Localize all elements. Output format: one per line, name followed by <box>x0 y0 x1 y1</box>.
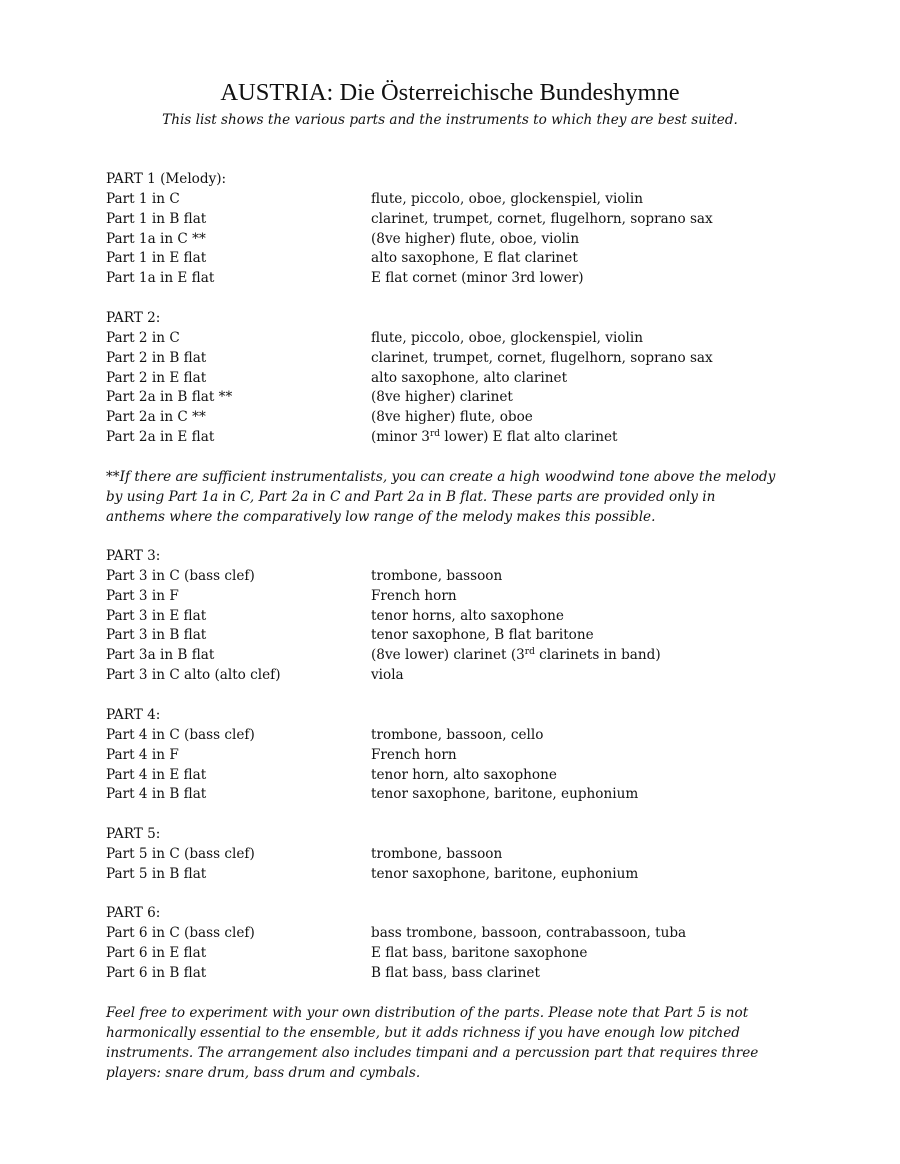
instrument-list: E flat bass, baritone saxophone <box>371 944 588 961</box>
part-row <box>106 587 806 607</box>
instrument-list <box>371 646 806 666</box>
instrument-list: viola <box>371 667 404 684</box>
part-label: Part 3a in B flat <box>106 647 215 664</box>
part-label: Part 1 in C <box>106 190 180 207</box>
part-row <box>106 607 806 627</box>
instrument-list: trombone, bassoon <box>371 567 503 584</box>
part-label: Part 4 in E flat <box>106 766 207 783</box>
part-row <box>106 567 806 587</box>
part-row <box>106 746 806 766</box>
instrument-list: E flat cornet (minor 3rd lower) <box>371 270 584 287</box>
part-label: Part 4 in B flat <box>106 786 207 803</box>
part-label: Part 6 in B flat <box>106 964 207 981</box>
part-label: Part 3 in C (bass clef) <box>106 567 255 584</box>
instrument-list: alto saxophone, E flat clarinet <box>371 250 578 267</box>
part-row <box>106 924 806 944</box>
part-row <box>106 349 806 369</box>
part-row <box>106 190 806 210</box>
part-row <box>106 210 806 230</box>
instrument-list: B flat bass, bass clarinet <box>371 964 540 981</box>
instrument-list: (8ve higher) clarinet <box>371 389 513 406</box>
part-label: Part 5 in B flat <box>106 865 207 882</box>
high-woodwind-note <box>106 467 796 527</box>
part-row <box>106 329 806 349</box>
instrument-list: bass trombone, bassoon, contrabassoon, tuba <box>371 924 687 941</box>
part-row <box>106 249 806 269</box>
instrument-list <box>371 428 806 448</box>
part-heading: PART 2: <box>106 310 161 326</box>
part-heading: PART 5: <box>106 826 161 842</box>
part-heading: PART 6: <box>106 905 161 921</box>
part-row <box>106 666 806 686</box>
part-label: Part 3 in F <box>106 587 179 604</box>
note-line: harmonically essential to the ensemble, but it adds richness if you have enough low pitched <box>106 1025 740 1041</box>
part-label: Part 2 in C <box>106 329 180 346</box>
part-row <box>106 865 806 885</box>
note-line: by using Part 1a in C, Part 2a in C and Part 2a in B flat. These parts are provided only in <box>106 489 716 505</box>
part-row <box>106 944 806 964</box>
part-label: Part 4 in C (bass clef) <box>106 726 255 743</box>
instrument-list: trombone, bassoon, cello <box>371 726 544 743</box>
instrument-list: flute, piccolo, oboe, glockenspiel, violin <box>371 190 643 207</box>
part-label: Part 4 in F <box>106 746 179 763</box>
instrument-list: (8ve higher) flute, oboe, violin <box>371 230 580 247</box>
part-heading: PART 4: <box>106 707 161 723</box>
instrument-text: clarinets in band) <box>534 647 661 664</box>
instrument-list: clarinet, trumpet, cornet, flugelhorn, soprano sax <box>371 349 713 366</box>
instrument-list: (8ve higher) flute, oboe <box>371 409 533 426</box>
part-row <box>106 369 806 389</box>
instrument-list: tenor horn, alto saxophone <box>371 766 557 783</box>
instrument-list: alto saxophone, alto clarinet <box>371 369 568 386</box>
note-line: anthems where the comparatively low range of the melody makes this possible. <box>106 509 656 525</box>
part-label: Part 1a in C ** <box>106 230 206 247</box>
part-1-section <box>106 170 806 289</box>
instrument-list: French horn <box>371 746 457 763</box>
note-line: **If there are sufficient instrumentalists, you can create a high woodwind tone above the melody <box>106 469 776 485</box>
distribution-note <box>106 1003 796 1083</box>
instrument-list: clarinet, trumpet, cornet, flugelhorn, soprano sax <box>371 210 713 227</box>
part-label: Part 2a in E flat <box>106 429 215 446</box>
part-row <box>106 269 806 289</box>
part-3-section <box>106 547 806 686</box>
instrument-list: French horn <box>371 587 457 604</box>
page-title: AUSTRIA: Die Österreichische Bundeshymne <box>220 79 680 106</box>
part-row <box>106 408 806 428</box>
part-label: Part 1a in E flat <box>106 270 215 287</box>
part-5-section <box>106 825 806 885</box>
instrument-text: lower) E flat alto clarinet <box>440 429 618 446</box>
part-row <box>106 766 806 786</box>
part-2-section <box>106 309 806 448</box>
part-row <box>106 785 806 805</box>
part-heading: PART 1 (Melody): <box>106 171 227 187</box>
instrument-list: tenor saxophone, baritone, euphonium <box>371 865 639 882</box>
note-line: players: snare drum, bass drum and cymbals. <box>106 1065 421 1081</box>
part-row <box>106 845 806 865</box>
part-label: Part 3 in C alto (alto clef) <box>106 667 281 684</box>
part-label: Part 5 in C (bass clef) <box>106 845 255 862</box>
part-row <box>106 726 806 746</box>
ordinal-suffix: rd <box>524 647 535 658</box>
part-label: Part 6 in C (bass clef) <box>106 924 255 941</box>
instrument-list: tenor horns, alto saxophone <box>371 607 564 624</box>
instrument-list: flute, piccolo, oboe, glockenspiel, violin <box>371 329 643 346</box>
ordinal-suffix: rd <box>429 429 441 440</box>
part-6-section <box>106 904 806 983</box>
part-row <box>106 428 806 448</box>
part-row <box>106 388 806 408</box>
instrument-list: tenor saxophone, B flat baritone <box>371 627 594 644</box>
part-row <box>106 230 806 250</box>
part-label: Part 2a in B flat ** <box>106 389 233 406</box>
part-label: Part 3 in B flat <box>106 627 207 644</box>
part-label: Part 2 in E flat <box>106 369 207 386</box>
instrument-text: (8ve lower) clarinet (3 <box>371 647 525 664</box>
instrument-list: tenor saxophone, baritone, euphonium <box>371 786 639 803</box>
instrument-list: trombone, bassoon <box>371 845 503 862</box>
part-label: Part 1 in E flat <box>106 250 207 267</box>
instrument-text: (minor 3 <box>371 429 430 446</box>
part-row <box>106 626 806 646</box>
note-line: Feel free to experiment with your own distribution of the parts. Please note that Part 5 is not <box>106 1005 749 1021</box>
part-label: Part 6 in E flat <box>106 944 207 961</box>
part-heading: PART 3: <box>106 548 161 564</box>
part-4-section <box>106 706 806 805</box>
note-line: instruments. The arrangement also includes timpani and a percussion part that requires three <box>106 1045 759 1061</box>
part-label: Part 3 in E flat <box>106 607 207 624</box>
part-label: Part 2 in B flat <box>106 349 207 366</box>
part-row <box>106 964 806 984</box>
part-label: Part 1 in B flat <box>106 210 207 227</box>
part-label: Part 2a in C ** <box>106 409 206 426</box>
part-row <box>106 646 806 666</box>
page-subtitle: This list shows the various parts and the instruments to which they are best suited. <box>162 112 738 128</box>
